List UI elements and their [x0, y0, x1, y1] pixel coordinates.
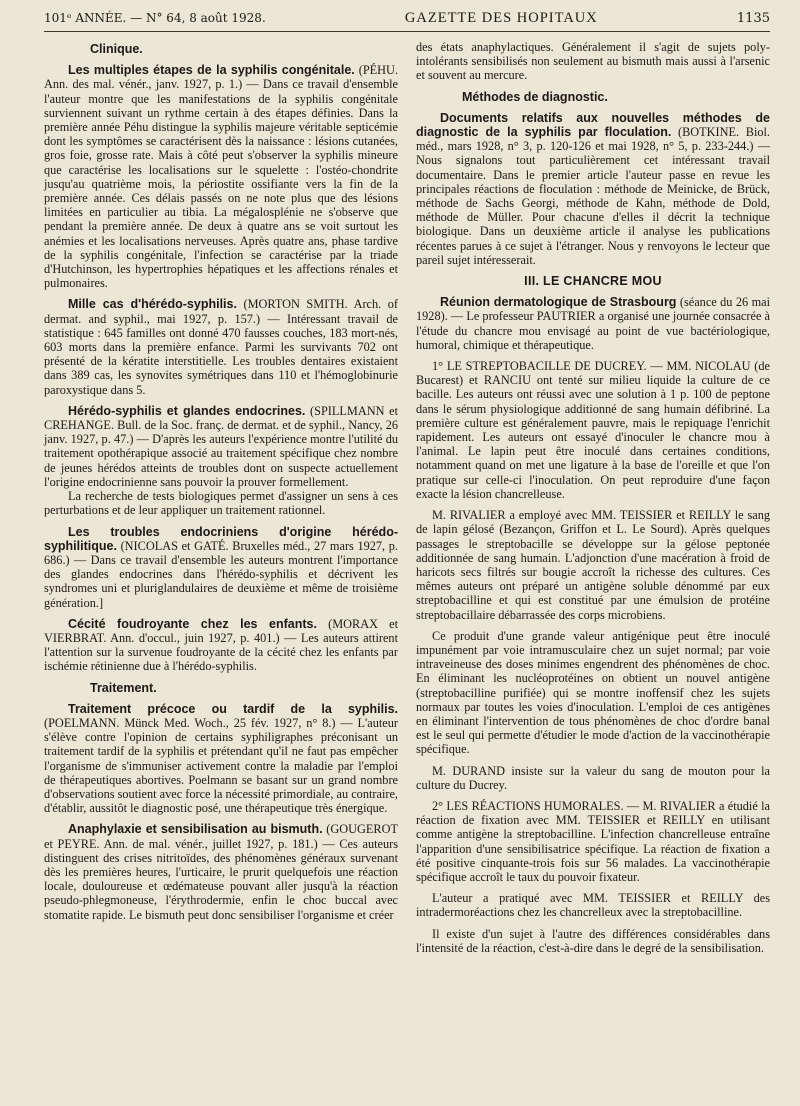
article-text: (NICOLAS et GATÉ. Bruxelles méd., 27 mars 1927, p. 686.) — Dans ce travail d'ensemble les auteurs montrent l'importance des glandes endocrines dans l'hérédo-syphilis et décrivent les syndromes uni et pluriglandulaires de deuxième et même de troisième génération.]	[44, 538, 398, 610]
article-text: (POELMANN. Münck Med. Woch., 25 fév. 1927, n° 8.) — L'auteur s'élève contre l'opinion de certains syphiligraphes préconisant un traitement tardif de la syphilis et prétendant qu'il ne faut pas empêcher l'organisme de s'immuniser activement contre la maladie par l'emploi de thérapeutiques abortives. Poelmann se basant sur un grand nombre d'observations soutient avec force la nécessité primordiale, au contraire, d'établir, aussitôt le diagnostic posé, une thérapeutique très énergique.	[44, 715, 398, 816]
article-title: Les multiples étapes de la syphilis congénitale.	[68, 63, 355, 78]
paragraph: Il existe d'un sujet à l'autre des différences considérables dans l'intensité de la réaction, c'est-à-dire dans le degré de la sensibilisation.	[416, 926, 770, 955]
article-title: Cécité foudroyante chez les enfants.	[68, 616, 317, 631]
article	[416, 295, 770, 352]
paragraph: M. DURAND insiste sur la valeur du sang de mouton pour la culture du Ducrey.	[416, 763, 770, 792]
article-text: (SPILLMANN et CREHANGE. Bull. de la Soc. franç. de dermat. et de syphil., Nancy, 26 janv. 1927, p. 47.) — D'après les auteurs l'expérience montre l'utilité du traitement opothérapique associé au traitement spécifique chez nombre de jeunes hérédos atteints de troubles dont on suspecte actuellement l'origine endocrinienne sans pouvoir la prouver formellement.	[44, 403, 399, 489]
article-title: Documents relatifs aux nouvelles méthodes de diagnostic de la syphilis par floculation.	[416, 110, 770, 140]
article	[44, 822, 398, 921]
page-header	[44, 10, 770, 32]
paragraph: Ce produit d'une grande valeur antigénique peut être inoculé impunément par voie intramusculaire chez un sujet normal; par voie intraveineuse des doses minimes engendrent des phénomènes de choc. En éliminant les nucléoprotéines on obtient un nouvel antigène (streptobacilline purifiée) qui se montre inoffensif chez les sujets normaux par toutes les voies d'inoculation. L'emploi de ces antigènes en éliminant l'intervention de tous phénomènes de choc d'ordre banal est le seul qui permette d'étudier le mode d'action de la vaccinothérapie spécifique.	[416, 628, 770, 757]
article	[44, 63, 398, 290]
journal-title: GAZETTE DES HOPITAUX	[404, 10, 598, 26]
article	[44, 617, 398, 674]
article-text: (PÉHU. Ann. des mal. vénér., janv. 1927, p. 1.) — Dans ce travail d'ensemble l'auteur montre que les manifestations de la syphilis congénitale surviennent suivant un rythme certain à des étapes définies. Dans la première année Péhu distingue la syphilis majeure véritable septicémie dont les symptômes se caractérisent dès la naissance : lésions cutanées, gros foie, grosse rate. Mais à côté peut s'observer la syphilis mineure que caractérise les localisations sur le squelette : l'ostéo-chondrite jusqu'au quatrième mois, la périostite ossifiante vers la fin de la première année. Ces délais passés on ne note plus que des lésions limitées en particulier au tibia. La mégalosplénie ne s'observe que pendant la première année. De deux à quatre ans se voit surtout les anémies et les localisations nerveuses. Après quatre ans, phase tardive de la syphilis congénitale, l'infection se caractérise par la triade d'Hutchinson, les hypertrophies hépatiques et les affections rénales et pulmonaires.	[44, 63, 399, 291]
continuation-text: des états anaphylactiques. Généralement il s'agit de sujets poly-intolérants sensibilisés non seulement au bismuth mais aussi à l'arsenic et souvent au mercure.	[416, 40, 770, 83]
page-number: 1135	[736, 11, 770, 26]
article	[416, 111, 770, 267]
article-text-continued: La recherche de tests biologiques permet d'assigner un sens à ces perturbations et de leur appliquer un traitement rationnel.	[44, 489, 398, 518]
section-title-methodes: Méthodes de diagnostic.	[462, 89, 608, 104]
article-text: (séance du 26 mai 1928). — Le professeur PAUTRIER a organisé une journée consacrée à l'étude du chancre mou envisagé au point de vue bactériologique, humoral, chimique et thérapeutique.	[416, 295, 771, 352]
article-text: (MORAX et VIERBRAT. Ann. d'occul., juin 1927, p. 401.) — Les auteurs attirent l'attention sur la survenue foudroyante de la cécité chez les enfants par ischémie rétinienne due à l'hérédo-syphilis.	[44, 616, 398, 674]
paragraph: L'auteur a pratiqué avec MM. TEISSIER et REILLY des intradermoréactions chez les chancrelleux avec la streptobacilline.	[416, 891, 770, 920]
paragraph: 2° LES RÉACTIONS HUMORALES. — M. RIVALIER a étudié la réaction de fixation avec MM. TEISSIER et REILLY en utilisant comme antigène la streptobacilline. L'infection chancrelleuse entraîne l'apparition d'une sensibilisatrice spécifique. La réaction de fixation a été positive cinquante-trois fois sur 56 malades. La vaccinothérapie spécifique accroît le taux du pouvoir fixateur.	[416, 798, 770, 884]
article-title: Mille cas d'hérédo-syphilis.	[68, 297, 237, 312]
paragraph: M. RIVALIER a employé avec MM. TEISSIER et REILLY le sang de lapin gélosé (Bezançon, Griffon et L. Le Sourd). Après quelques passages le streptobacille se développe sur la gélose peptonée additionnée de sang humain. L'adjonction d'une macération à froid de haricots secs filtrés sur bougie accroît la richesse des cultures. Ces mêmes auteurs ont préparé un antigène soluble dénommé par eux streptobacilline et qui est constitué par une émulsion de protéine streptobacillaire débarrassée des corps microbiens.	[416, 508, 770, 622]
article-text: (GOUGEROT et PEYRE. Ann. de mal. vénér., juillet 1927, p. 181.) — Ces auteurs distinguent des crises nitritoïdes, des phénomènes généraux survenant dès les premières heures, l'urticaire, le prurit quelquefois une réaction locale, douloureuse et œdémateuse pouvant aller jusqu'à la réaction pseudo-phlegmoneuse, l'érythrodermie, enfin le choc buccal avec stomatite rapide. Le bismuth peut donc sensibiliser l'organisme et créer	[44, 822, 398, 922]
text-columns	[44, 40, 770, 962]
article-text: (BOTKINE. Biol. méd., mars 1928, n° 3, p. 120-126 et mai 1928, n° 5, p. 233-244.) — Nous signalons tout particulièrement cet intéressant travail documentaire. Dans le premier article l'auteur passe en revue les principales réactions de floculation : méthode de Meinicke, de Brück, méthode de Sachs Georgi, méthode de Kahn, méthode de Dold, méthode de Müller. Pour chacune d'elles il décrit la technique biologique. Dans un deuxième article il analyse les publications récentes parues à ce sujet à l'étranger. Nous y renvoyons le lecteur que pareil sujet intéresserait.	[416, 125, 771, 267]
article	[44, 702, 398, 816]
article-title: Hérédo-syphilis et glandes endocrines.	[68, 403, 306, 418]
left-column	[44, 40, 398, 962]
section-title-clinique: Clinique.	[90, 42, 143, 56]
article	[44, 525, 398, 610]
article-text: (MORTON SMITH. Arch. of dermat. and syphil., mai 1927, p. 157.) — Intéressant travail de statistique : 645 familles ont donné 470 fausses couches, 183 mort-nés, 603 morts dans la première enfance. Parmi les survivants 702 ont présenté de la kératite interstitielle. Les troubles dentaires existaient dans 389 cas, les synovites symétriques dans 110 et l'hémoglobinurie paroxystique dans 5.	[44, 297, 398, 397]
paragraph: 1° LE STREPTOBACILLE DE DUCREY. — MM. NICOLAU (de Bucarest) et RANCIU ont tenté sur milieu liquide la culture de ce bacille. Les auteurs ont réussi avec une solution à 1 p. 100 de peptone dans le sérum physiologique additionné de sang humain défibriné. La première culture est généralement pauvre, mais le repiquage l'enrichit rapidement. Les auteurs ont essayé d'inoculer le chancre mou à l'animal. Le lapin peut être inoculé dans certaines conditions, notamment quand on met une ligature à la base de l'oreille et que l'on pratique sur celle-ci l'inoculation. On peut reproduire d'une façon exacte la lésion chancrelleuse.	[416, 359, 770, 501]
article	[44, 297, 398, 396]
article	[44, 404, 398, 518]
article-title: Traitement précoce ou tardif de la syphilis.	[68, 701, 398, 716]
article-title: Les troubles endocriniens d'origine hérédo-syphilitique.	[44, 524, 398, 553]
section-title-chancre-mou: III. LE CHANCRE MOU	[524, 274, 662, 289]
right-column	[416, 40, 770, 962]
issue-info: 101ᵉ ANNÉE. — N° 64, 8 août 1928.	[44, 11, 266, 25]
article-title: Réunion dermatologique de Strasbourg	[440, 295, 677, 310]
article-title: Anaphylaxie et sensibilisation au bismuth.	[68, 822, 323, 837]
section-title-traitement: Traitement.	[90, 680, 157, 695]
